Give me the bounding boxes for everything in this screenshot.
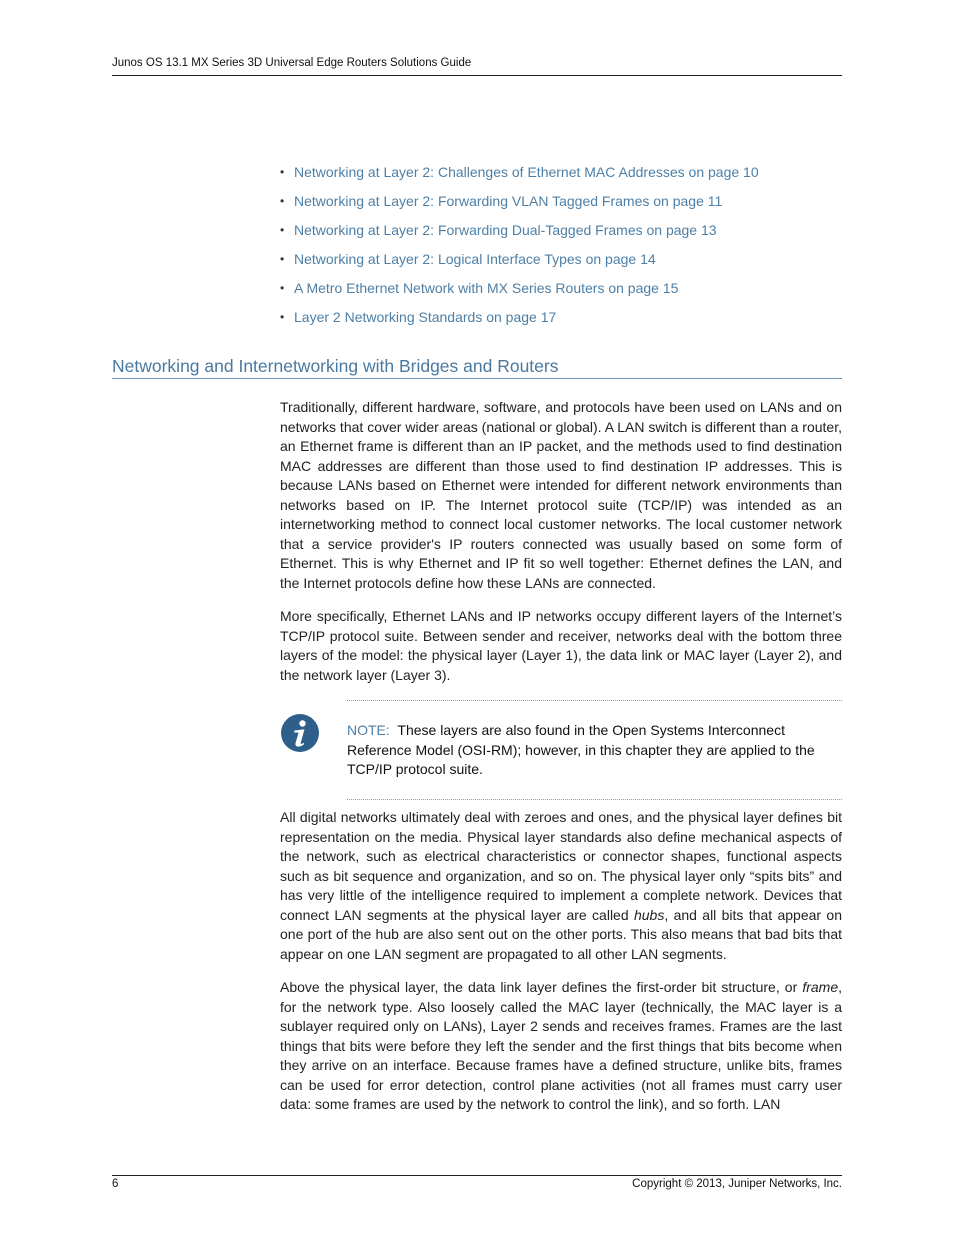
heading-rule — [112, 378, 842, 379]
header-rule — [112, 75, 842, 76]
bullet: • — [280, 310, 285, 324]
page-number: 6 — [112, 1178, 119, 1190]
info-icon — [280, 713, 320, 753]
body-paragraph-2: More specifically, Ethernet LANs and IP networks occupy different layers of the Internet’s TCP/IP protocol suite. Between sender and receiver, networks deal with the bottom three layers of the model: the physical layer (Layer 1), the data link or MAC layer (Layer 2), and the network layer (Layer 3). — [280, 608, 842, 683]
bullet: • — [280, 194, 285, 208]
toc-item — [280, 191, 759, 220]
note-label: NOTE: — [347, 722, 390, 738]
toc-item — [280, 220, 759, 249]
term-hubs: hubs — [633, 906, 665, 923]
note-bottom-rule — [347, 799, 842, 800]
body-paragraph-1: Traditionally, different hardware, software, and protocols have been used on LANs and on networks that cover wider areas (national or global). A LAN switch is different than a router, an Ethernet frame is different than an IP packet, and the methods used to find destination MAC addresses are different than those used to find destination IP addresses. This is because LANs based on Ethernet were intended for different network environments than networks based on IP. The Internet protocol suite (TCP/IP) was intended as an internetworking method to connect local customer networks. The local customer network that a service provider's IP routers connected was usually based on some form of Ethernet. This is why Ethernet and IP fit so well together: Ethernet defines the LAN, and the Internet protocols define how these LANs are connected. — [280, 399, 842, 591]
toc-link-metro-ethernet[interactable]: A Metro Ethernet Network with MX Series Routers on page 15 — [294, 280, 679, 296]
running-header: Junos OS 13.1 MX Series 3D Universal Edge Routers Solutions Guide — [112, 57, 472, 69]
toc-link-dual-tagged-frames[interactable]: Networking at Layer 2: Forwarding Dual-Tagged Frames on page 13 — [294, 222, 717, 238]
toc-link-standards[interactable]: Layer 2 Networking Standards on page 17 — [294, 309, 557, 325]
toc-item — [280, 162, 759, 191]
copyright-notice: Copyright © 2013, Juniper Networks, Inc. — [632, 1178, 842, 1190]
para4-text-start: Above the physical layer, the data link layer defines the first-order bit structure, or — [280, 979, 803, 995]
note-top-rule — [347, 700, 842, 701]
bullet: • — [280, 281, 285, 295]
body-paragraph-4 — [280, 978, 842, 1115]
bullet: • — [280, 165, 285, 179]
toc-link-mac-addresses[interactable]: Networking at Layer 2: Challenges of Ethernet MAC Addresses on page 10 — [294, 164, 759, 180]
toc-item — [280, 249, 759, 278]
para3-text-end: , and all bits that appear on one port of the hub are also sent out on the other ports. This also means that bad bits that appear on one LAN segment are propagated to all other LAN segments. — [280, 906, 842, 962]
bullet: • — [280, 223, 285, 237]
bullet: • — [280, 252, 285, 266]
note-text: These layers are also found in the Open Systems Interconnect Reference Model (OSI-RM); however, in this chapter they are applied to the TCP/IP protocol suite. — [347, 722, 815, 777]
note-callout — [347, 721, 842, 780]
toc-link-logical-interface-types[interactable]: Networking at Layer 2: Logical Interface Types on page 14 — [294, 251, 656, 267]
para4-text-end: , for the network type. Also loosely called the MAC layer (technically, the MAC layer is a sublayer required only on LANs), Layer 2 sends and receives frames. Frames are the last things that bits were before they left the sender and the first things that bits become when they arrive on an interface. Because frames have a defined structure, unlike bits, frames can be used for error detection, control plane activities (not all frames must carry user data: some frames are used by the network to control the link), and so forth. LAN — [280, 979, 842, 1112]
toc-item — [280, 307, 759, 336]
para3-text-start: All digital networks ultimately deal with zeroes and ones, and the physical layer defines bit representation on the media. Physical layer standards also define mechanical aspects of the network, such as electrical characteristics or connector shapes, functional aspects such as bit sequence and organization, and so on. The physical layer only “spits bits” and has very little of the intelligence required to implement a complete network. Devices that connect LAN segments at the physical layer are called — [280, 809, 842, 923]
section-heading: Networking and Internetworking with Bridges and Routers — [112, 356, 559, 376]
toc-list — [280, 162, 759, 336]
footer-rule — [112, 1175, 842, 1176]
body-paragraph-3 — [280, 808, 842, 964]
toc-item — [280, 278, 759, 307]
term-frame: frame — [802, 979, 839, 995]
toc-link-vlan-tagged-frames[interactable]: Networking at Layer 2: Forwarding VLAN Tagged Frames on page 11 — [294, 193, 723, 209]
